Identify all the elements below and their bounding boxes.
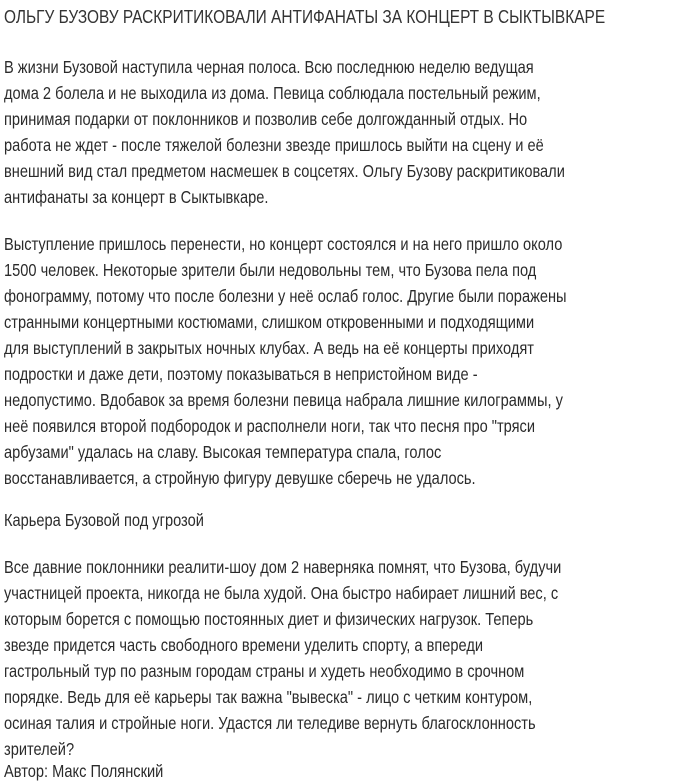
text-line: осиная талия и стройные ноги. Удастся ли теледиве вернуть благосклонность <box>4 713 536 733</box>
text-line: 1500 человек. Некоторые зрители были недовольны тем, что Бузова пела под <box>4 260 537 280</box>
text-line: В жизни Бузовой наступила черная полоса. Всю последнюю неделю ведущая <box>4 57 534 77</box>
text-line: для выступлений в закрытых ночных клубах. А ведь на её концерты приходят <box>4 338 534 358</box>
text-line: восстанавливается, а стройную фигуру девушке сберечь не удалось. <box>4 468 476 488</box>
paragraph-3 <box>4 554 561 762</box>
text-line: порядке. Ведь для её карьеры так важна "вывеска" - лицо с четким контуром, <box>4 687 533 707</box>
text-line: фонограмму, потому что после болезни у неё ослаб голос. Другие были поражены <box>4 286 567 306</box>
paragraph-1 <box>4 54 565 210</box>
text-line: странными концертными костюмами, слишком откровенными и подходящими <box>4 312 535 332</box>
subheading: Карьера Бузовой под угрозой <box>4 510 204 530</box>
text-line: подростки и даже дети, поэтому показываться в непристойном виде - <box>4 364 478 384</box>
text-line: гастрольный тур по разным городам страны и худеть необходимо в срочном <box>4 661 525 681</box>
text-line: Все давние поклонники реалити-шоу дом 2 наверняка помнят, что Бузова, будучи <box>4 557 562 577</box>
article-title: ОЛЬГУ БУЗОВУ РАСКРИТИКОВАЛИ АНТИФАНАТЫ ЗА КОНЦЕРТ В СЫКТЫВКАРЕ <box>4 6 606 27</box>
text-line: внешний вид стал предметом насмешек в соцсетях. Ольгу Бузову раскритиковали <box>4 161 565 181</box>
text-line: участницей проекта, никогда не была худой. Она быстро набирает лишний вес, с <box>4 583 559 603</box>
text-line: неё появился второй подбородок и располнели ноги, так что песня про "тряси <box>4 416 535 436</box>
text-line: недопустимо. Вдобавок за время болезни певица набрала лишние килограммы, у <box>4 390 563 410</box>
text-line: работа не ждет - после тяжелой болезни звезде пришлось выйти на сцену и её <box>4 135 544 155</box>
paragraph-2 <box>4 231 567 491</box>
text-line: дома 2 болела и не выходила из дома. Певица соблюдала постельный режим, <box>4 83 541 103</box>
text-line: Выступление пришлось перенести, но концерт состоялся и на него пришло около <box>4 234 563 254</box>
text-line: зрителей? <box>4 739 75 759</box>
text-line: звезде придется часть свободного времени уделить спорту, а впереди <box>4 635 484 655</box>
text-line: принимая подарки от поклонников и позволив себе долгожданный отдых. Но <box>4 109 528 129</box>
text-line: арбузами" удалась на славу. Высокая температура спала, голос <box>4 442 442 462</box>
author-line: Автор: Макс Полянский <box>4 761 164 781</box>
text-line: антифанаты за концерт в Сыктывкаре. <box>4 187 269 207</box>
text-line: которым борется с помощью постоянных диет и физических нагрузок. Теперь <box>4 609 534 629</box>
